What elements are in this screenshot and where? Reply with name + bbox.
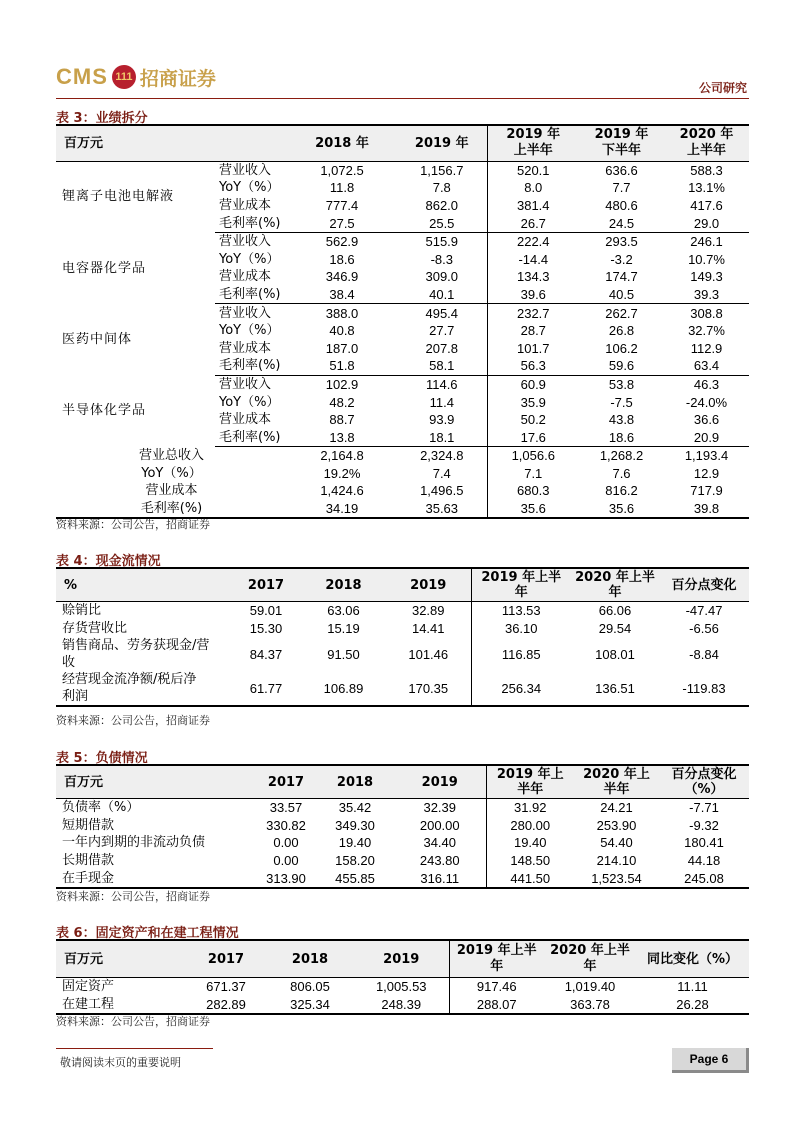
- cell-value: 243.80: [419, 853, 460, 869]
- cell-value: 136.51: [571, 671, 659, 706]
- cell-value: 35.6: [487, 500, 579, 519]
- cell-value: 101.46: [408, 646, 449, 662]
- cell-value: 32.89: [411, 603, 445, 619]
- row-label: 毛利率(%): [56, 500, 287, 519]
- cell-value: 149.3: [690, 269, 723, 285]
- cell-value: 40.8: [329, 323, 355, 339]
- cell-value: 316.11: [394, 869, 486, 888]
- cell-value: 18.6: [579, 428, 664, 446]
- cell-value: 39.3: [664, 286, 749, 304]
- cell-value: 34.19: [287, 500, 397, 519]
- cell-value: 214.10: [596, 853, 637, 869]
- cell-value: 309.0: [425, 269, 459, 285]
- cell-value: 325.34: [266, 996, 354, 1015]
- cell-value: 17.6: [487, 428, 579, 446]
- cell-value: 35.9: [487, 393, 579, 411]
- cell-value: 417.6: [690, 197, 723, 213]
- cell-value: 35.42: [338, 800, 372, 816]
- cell-value: 40.5: [579, 286, 664, 304]
- table3-header-unit: 百万元: [56, 125, 287, 161]
- cell-value: 158.20: [335, 853, 375, 869]
- cell-value: -8.3: [430, 251, 453, 267]
- cell-value: 18.1: [397, 428, 487, 446]
- company-logo: [56, 60, 216, 94]
- table-row: [56, 834, 749, 852]
- cell-value: 200.00: [419, 817, 460, 833]
- row-label: 营业收入: [219, 305, 272, 321]
- table4-header-2019h1: 2019 年上半 年: [471, 568, 571, 602]
- cell-value: 51.8: [287, 357, 397, 375]
- table4-header-2017: 2017: [231, 568, 301, 602]
- page-number: Page 6: [672, 1048, 749, 1073]
- cell-value: 363.78: [544, 996, 636, 1015]
- cell-value: 816.2: [605, 483, 638, 499]
- logo-cn-text: 招商证券: [139, 67, 216, 90]
- cell-value: 26.28: [636, 996, 749, 1015]
- cell-value: 44.18: [687, 853, 721, 869]
- cell-value: 7.8: [432, 180, 451, 196]
- cell-value: 39.8: [664, 500, 749, 519]
- cell-value: 101.7: [487, 339, 579, 357]
- row-label: 毛利率(%): [215, 214, 287, 232]
- cell-value: 2,324.8: [420, 448, 464, 464]
- table-row-total: [56, 465, 749, 483]
- cell-value: 56.3: [487, 357, 579, 375]
- table6-header-2018: 2018: [266, 940, 354, 978]
- row-label: YoY（%）: [141, 465, 202, 481]
- row-label: 营业成本: [145, 483, 198, 499]
- cell-value: -7.5: [610, 394, 633, 410]
- cell-value: 19.2%: [323, 465, 361, 481]
- cell-value: 13.1%: [688, 180, 725, 196]
- cell-value: -3.2: [610, 251, 633, 267]
- cell-value: 148.50: [486, 852, 574, 870]
- table3-header-2019h2: 2019 年 下半年: [579, 125, 664, 161]
- cell-value: 29.0: [664, 214, 749, 232]
- cell-value: -8.84: [689, 646, 719, 662]
- cell-value: 680.3: [487, 482, 579, 500]
- cell-value: 112.9: [690, 340, 723, 356]
- table4-header-unit: %: [56, 568, 231, 602]
- table-row: [56, 671, 749, 706]
- cell-value: 1,523.54: [574, 869, 659, 888]
- cell-value: -47.47: [685, 603, 723, 619]
- row-label: 毛利率(%): [215, 428, 287, 446]
- cell-value: 24.5: [579, 214, 664, 232]
- cell-value: 25.5: [397, 214, 487, 232]
- cell-value: 24.21: [600, 800, 633, 816]
- segment-name: 半导体化学品: [62, 403, 147, 419]
- cell-value: 1,019.40: [564, 979, 616, 995]
- cell-value: 106.89: [301, 671, 386, 706]
- table6-header-2019h1: 2019 年上半 年: [449, 940, 544, 978]
- row-label: 一年内到期的非流动负债: [62, 835, 206, 851]
- row-label: 营业总收入: [139, 448, 205, 464]
- table-row: [56, 869, 749, 888]
- cell-value: 7.1: [487, 465, 579, 483]
- cell-value: 15.19: [327, 620, 360, 636]
- cell-value: 495.4: [425, 305, 459, 321]
- row-label: 营业成本: [219, 269, 272, 285]
- cell-value: 27.5: [287, 214, 397, 232]
- cell-value: 114.6: [425, 376, 458, 392]
- cell-value: 59.6: [579, 357, 664, 375]
- row-label: YoY（%）: [219, 323, 280, 339]
- cell-value: 29.54: [598, 620, 632, 636]
- cell-value: 35.63: [397, 500, 487, 519]
- cell-value: 35.6: [579, 500, 664, 519]
- table4-header-2018: 2018: [301, 568, 386, 602]
- row-label: 存货营收比: [62, 620, 128, 636]
- cell-value: 562.9: [325, 234, 359, 250]
- cell-value: 20.9: [664, 428, 749, 446]
- row-label: 经营现金流净额/税后净 利润: [56, 671, 231, 706]
- cell-value: 1,156.7: [420, 162, 464, 178]
- cell-value: 282.89: [186, 996, 266, 1015]
- row-label: 毛利率(%): [215, 357, 287, 375]
- cell-value: 246.1: [690, 234, 723, 250]
- cell-value: 293.5: [605, 234, 638, 250]
- table-row: [56, 852, 749, 870]
- cell-value: 313.90: [256, 869, 316, 888]
- cell-value: 10.7%: [688, 251, 725, 267]
- page-header: [56, 60, 749, 100]
- cell-value: 19.40: [338, 835, 372, 851]
- cell-value: 59.01: [249, 603, 283, 619]
- cell-value: 18.6: [329, 251, 355, 267]
- table6-title: 表 6：固定资产和在建工程情况: [56, 926, 239, 941]
- cell-value: 0.00: [273, 835, 299, 851]
- report-type-label: 公司研究: [698, 81, 747, 95]
- row-label: 毛利率(%): [215, 286, 287, 304]
- row-label: 营业收入: [219, 376, 272, 392]
- cell-value: 222.4: [487, 232, 579, 250]
- cell-value: 14.41: [411, 620, 445, 636]
- cell-value: 54.40: [600, 835, 633, 851]
- footer-disclaimer-note: 敬请阅读末页的重要说明: [60, 1056, 181, 1069]
- table5-header-2019h1: 2019 年上 半年: [486, 765, 574, 799]
- cell-value: 1,072.5: [320, 162, 364, 178]
- segment-name: 锂离子电池电解液: [62, 189, 175, 205]
- row-label: 固定资产: [62, 979, 115, 995]
- row-label: 营业成本: [219, 197, 272, 213]
- table5-title: 表 5：负债情况: [56, 751, 148, 766]
- cell-value: 1,424.6: [320, 483, 364, 499]
- cell-value: 232.7: [487, 304, 579, 322]
- table-row: [56, 620, 749, 638]
- table-row-total: [56, 447, 749, 465]
- row-label: 营业收入: [219, 162, 272, 178]
- cell-value: 28.7: [487, 322, 579, 340]
- cell-value: 53.8: [608, 376, 635, 392]
- cell-value: 11.11: [677, 979, 708, 995]
- cell-value: -9.32: [689, 817, 719, 833]
- cell-value: 0.00: [273, 853, 299, 869]
- cell-value: 388.0: [325, 305, 359, 321]
- cell-value: -7.71: [689, 800, 719, 816]
- cell-value: 13.8: [287, 428, 397, 446]
- cell-value: 106.2: [605, 340, 638, 356]
- cell-value: 455.85: [316, 869, 394, 888]
- cell-value: 349.30: [335, 817, 375, 833]
- cell-value: 38.4: [287, 286, 397, 304]
- row-label: YoY（%）: [219, 180, 280, 196]
- table6-header-2020h1: 2020 年上半 年: [544, 940, 636, 978]
- page-footer: [56, 1048, 749, 1078]
- cell-value: 91.50: [327, 646, 360, 662]
- cell-value: 1,056.6: [487, 447, 579, 465]
- cell-value: 280.00: [486, 817, 574, 835]
- cell-value: 262.7: [605, 305, 638, 321]
- cell-value: 515.9: [425, 234, 459, 250]
- logo-text: CMS: [56, 64, 108, 89]
- cell-value: 60.9: [487, 375, 579, 393]
- table5-source: 资料来源：公司公告，招商证券: [56, 890, 210, 903]
- cell-value: 36.6: [693, 412, 720, 428]
- cell-value: 84.37: [249, 646, 283, 662]
- cell-value: 108.01: [595, 646, 635, 662]
- table3-source: 资料来源：公司公告，招商证券: [56, 518, 210, 531]
- table-row: [56, 799, 749, 817]
- cell-value: 170.35: [386, 671, 471, 706]
- table-row: [56, 602, 749, 620]
- table-row: [56, 232, 749, 250]
- cell-value: 862.0: [425, 197, 459, 213]
- cell-value: 1,005.53: [375, 979, 427, 995]
- footer-divider: [56, 1048, 213, 1049]
- cell-value: 7.4: [432, 465, 451, 481]
- cell-value: 2,164.8: [320, 448, 364, 464]
- row-label: 营业成本: [219, 412, 272, 428]
- cell-value: 245.08: [659, 869, 749, 888]
- table-row: [56, 996, 749, 1015]
- row-label: 长期借款: [62, 853, 115, 869]
- table-row: [56, 304, 749, 322]
- cell-value: 61.77: [231, 671, 301, 706]
- cell-value: 33.57: [269, 800, 303, 816]
- cell-value: 520.1: [487, 161, 579, 179]
- row-label: YoY（%）: [219, 251, 280, 267]
- cell-value: 63.4: [664, 357, 749, 375]
- row-label: YoY（%）: [219, 394, 280, 410]
- cell-value: 31.92: [486, 799, 574, 817]
- cell-value: 116.85: [471, 637, 571, 671]
- row-label: 短期借款: [62, 817, 115, 833]
- table-row: [56, 978, 749, 996]
- table-row-total: [56, 482, 749, 500]
- table4-header-change: 百分点变化: [659, 568, 749, 602]
- cell-value: 102.9: [325, 376, 359, 392]
- cell-value: 480.6: [605, 197, 638, 213]
- cell-value: 308.8: [690, 305, 723, 321]
- cell-value: 7.6: [612, 465, 631, 481]
- cell-value: -6.56: [689, 620, 719, 636]
- table-row: [56, 637, 749, 671]
- cell-value: 36.10: [471, 620, 571, 638]
- table-row: [56, 161, 749, 179]
- cell-value: 671.37: [206, 979, 246, 995]
- cell-value: 39.6: [487, 286, 579, 304]
- cell-value: 134.3: [487, 268, 579, 286]
- cell-value: 1,496.5: [420, 483, 464, 499]
- logo-badge-icon: 111: [112, 65, 136, 89]
- table4-cash-flow: [56, 567, 749, 707]
- cell-value: 12.9: [693, 465, 720, 481]
- cell-value: 15.30: [249, 620, 283, 636]
- cell-value: 26.7: [487, 214, 579, 232]
- cell-value: 27.7: [429, 323, 455, 339]
- cell-value: 26.8: [608, 323, 635, 339]
- row-label: 营业收入: [219, 234, 272, 250]
- cell-value: 113.53: [471, 602, 571, 620]
- cell-value: 636.6: [605, 162, 638, 178]
- cell-value: 174.7: [605, 269, 638, 285]
- table5-header-change: 百分点变化 （%）: [659, 765, 749, 799]
- cell-value: 66.06: [598, 603, 632, 619]
- table5-header-2018: 2018: [316, 765, 394, 799]
- table3-title: 表 3：业绩拆分: [56, 111, 148, 126]
- cell-value: 717.9: [690, 483, 723, 499]
- table4-source: 资料来源：公司公告，招商证券: [56, 714, 210, 727]
- cell-value: 93.9: [429, 412, 455, 428]
- segment-name: 医药中间体: [62, 331, 133, 347]
- cell-value: 330.82: [266, 817, 306, 833]
- row-label: 在手现金: [56, 869, 256, 888]
- cell-value: 19.40: [486, 834, 574, 852]
- cell-value: 8.0: [487, 179, 579, 197]
- table6-header-change: 同比变化（%）: [636, 940, 749, 978]
- row-label: 在建工程: [56, 996, 186, 1015]
- row-label: 营业成本: [219, 340, 272, 356]
- cell-value: 1,268.2: [599, 448, 644, 464]
- cell-value: 180.41: [684, 835, 724, 851]
- cell-value: 187.0: [325, 340, 359, 356]
- cell-value: 288.07: [449, 996, 544, 1015]
- table6-header-2019: 2019: [354, 940, 449, 978]
- cell-value: 88.7: [329, 412, 355, 428]
- table6-header-2017: 2017: [186, 940, 266, 978]
- table3-header-2020h1: 2020 年 上半年: [664, 125, 749, 161]
- cell-value: 46.3: [693, 376, 720, 392]
- table3-header-2019h1: 2019 年 上半年: [487, 125, 579, 161]
- table-row: [56, 817, 749, 835]
- cell-value: 381.4: [487, 197, 579, 215]
- table5-header-unit: 百万元: [56, 765, 256, 799]
- cell-value: 43.8: [608, 412, 635, 428]
- cell-value: 63.06: [327, 603, 360, 619]
- cell-value: 11.8: [329, 180, 355, 196]
- cell-value: 11.4: [429, 394, 454, 410]
- table6-fixed-assets: [56, 939, 749, 1015]
- cell-value: 256.34: [471, 671, 571, 706]
- table3-header-2018: 2018 年: [287, 125, 397, 161]
- cell-value: 588.3: [690, 162, 723, 178]
- header-divider: [56, 98, 749, 99]
- table3-header-2019: 2019 年: [397, 125, 487, 161]
- cell-value: 207.8: [425, 340, 459, 356]
- table5-liabilities: [56, 764, 749, 889]
- cell-value: 441.50: [486, 869, 574, 888]
- cell-value: 50.2: [487, 411, 579, 429]
- cell-value: 32.39: [423, 800, 457, 816]
- cell-value: -24.0%: [685, 394, 728, 410]
- cell-value: 917.46: [449, 978, 544, 996]
- table5-header-2019: 2019: [394, 765, 486, 799]
- table4-header-2019: 2019: [386, 568, 471, 602]
- table5-header-2020h1: 2020 年上 半年: [574, 765, 659, 799]
- cell-value: 40.1: [397, 286, 487, 304]
- cell-value: 253.90: [596, 817, 637, 833]
- table4-title: 表 4：现金流情况: [56, 554, 161, 569]
- cell-value: 806.05: [290, 979, 330, 995]
- row-label: 销售商品、劳务获现金/营 收: [62, 638, 210, 671]
- cell-value: 58.1: [397, 357, 487, 375]
- cell-value: 32.7%: [688, 323, 725, 339]
- table6-source: 资料来源：公司公告，招商证券: [56, 1015, 210, 1028]
- table6-header-unit: 百万元: [56, 940, 186, 978]
- row-label: 负债率（%）: [62, 800, 140, 816]
- cell-value: 1,193.4: [684, 448, 729, 464]
- cell-value: 48.2: [329, 394, 355, 410]
- cell-value: 248.39: [354, 996, 449, 1015]
- row-label: 赊销比: [62, 603, 102, 619]
- table-row: [56, 375, 749, 393]
- table4-header-2020h1: 2020 年上半 年: [571, 568, 659, 602]
- cell-value: 777.4: [325, 197, 359, 213]
- cell-value: -119.83: [659, 671, 749, 706]
- segment-name: 电容器化学品: [62, 260, 147, 276]
- cell-value: 7.7: [612, 180, 631, 196]
- cell-value: 346.9: [325, 269, 359, 285]
- cell-value: -14.4: [487, 250, 579, 268]
- cell-value: 34.40: [423, 835, 457, 851]
- table5-header-2017: 2017: [256, 765, 316, 799]
- table3-performance-breakdown: [56, 124, 749, 519]
